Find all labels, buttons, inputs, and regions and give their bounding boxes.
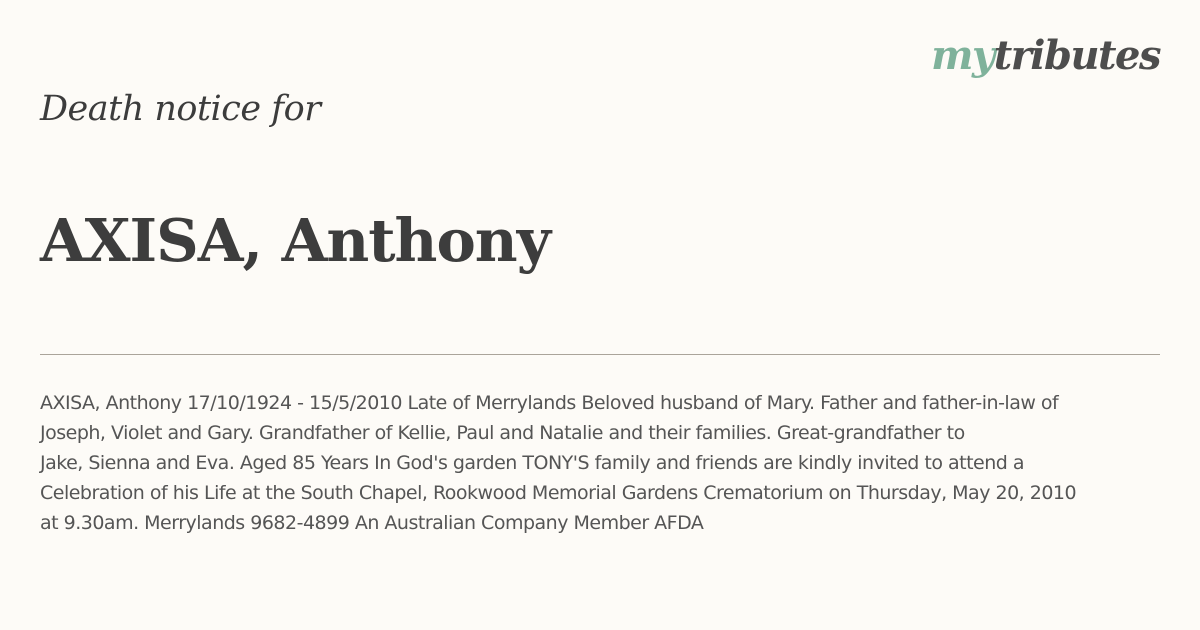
divider [40,354,1160,355]
logo-my: my [931,32,994,79]
deceased-name: AXISA, Anthony [40,206,550,275]
notice-body: AXISA, Anthony 17/10/1924 - 15/5/2010 Late of Merrylands Beloved husband of Mary. Father and father-in-law of Joseph, Violet and Gary. Grandfather of Kellie, Paul and Natalie and their families. Great-grandfather to Jake, Sienna and Eva. Aged 85 Years In God's garden TONY'S family and friends are kindly invited to attend a Celebration of his Life at the South Chapel, Rookwood Memorial Gardens Crematorium on Thursday, May 20, 2010 at 9.30am. Merrylands 9682-4899 An Australian Company Member AFDA [40,392,1077,534]
logo-tributes: tributes [993,32,1160,79]
notice-heading: Death notice for [40,89,321,129]
mytributes-logo[interactable] [931,32,1160,79]
